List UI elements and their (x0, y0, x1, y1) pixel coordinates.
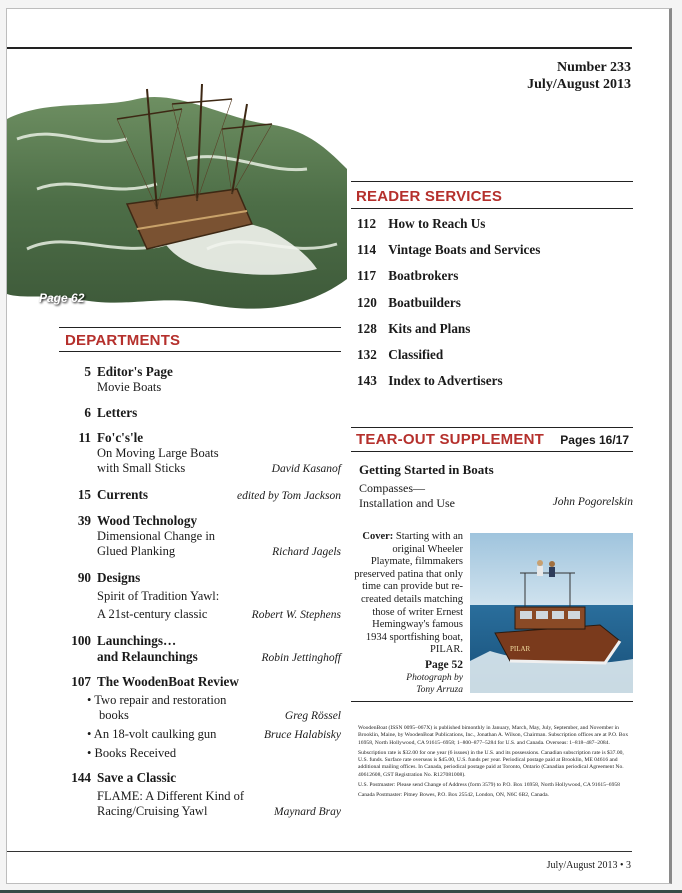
tear-out-line-3-row (359, 496, 633, 511)
dept-entry-launchings[interactable] (65, 633, 341, 665)
list-item[interactable] (351, 294, 633, 320)
tear-out-title: TEAR-OUT SUPPLEMENT (356, 431, 544, 448)
cover-photo (470, 533, 633, 693)
item-label: Boatbuilders (388, 294, 461, 310)
issue-header (527, 59, 631, 93)
entry-number: 144 (71, 770, 91, 785)
entry-subtitle: A 21st-century classic (97, 607, 208, 621)
entry-author: David Kasanof (271, 463, 341, 475)
review-bullet-1-row (99, 708, 341, 724)
tear-out-header (351, 427, 633, 452)
entry-subtitle-row (97, 607, 341, 623)
item-label: Kits and Plans (388, 320, 471, 336)
entry-title: Wood Technology (97, 513, 198, 528)
tear-out-author: John Pogorelskin (552, 496, 633, 508)
reader-services-title: READER SERVICES (351, 181, 633, 209)
entry-number: 39 (77, 513, 91, 528)
item-number: 128 (357, 320, 377, 336)
entry-subtitle: FLAME: A Different Kind of (97, 789, 244, 803)
dept-entry-currents[interactable] (65, 487, 341, 503)
review-bullet-3: • Books Received (87, 746, 177, 760)
item-number: 114 (357, 242, 377, 258)
art-page-tag: Page 62 (39, 291, 85, 305)
item-number: 132 (357, 346, 377, 362)
entry-number: 90 (77, 570, 91, 585)
tear-out-line-3: Installation and Use (359, 496, 455, 510)
entry-number: 15 (77, 487, 91, 502)
item-number: 112 (357, 216, 377, 231)
reader-services (351, 181, 633, 398)
reader-services-list (351, 215, 633, 398)
list-item[interactable] (351, 320, 633, 346)
cover-text: Starting with an original Wheeler Playmate, filmmakers preserved patina that only time can provide but re-created details matching those of writer Ernest Hemingway's famous 1934 sportfishing boat, PILAR. (354, 531, 463, 656)
entry-subtitle: Movie Boats (97, 380, 162, 394)
cover-label: Cover: (362, 531, 394, 542)
cover-credit-1: Photograph by (406, 672, 463, 683)
dept-entry-focsle[interactable] (65, 430, 341, 477)
fineprint-paragraph-2: Subscription rate is $32.00 for one year (6 issues) in the U.S. and its possessions. Canadian subscription rate is $37.00, U.S. funds. Surface rate overseas is $45.00, U.S. funds per year. Periodical postage paid at Brooklin, ME 04616 and additional mailing offices. In Canada, periodical postage paid at Toronto, Ontario (Canadian periodical Agreement No. 40612608, GST Registration No. R127081008). (358, 749, 624, 778)
footer-rule (7, 851, 632, 852)
entry-subtitle: Spirit of Tradition Yawl: (97, 589, 220, 603)
entry-title: Currents (97, 487, 149, 502)
tear-out-line-1[interactable]: Getting Started in Boats (359, 462, 494, 477)
dept-entry-woodenboat-review[interactable] (65, 674, 341, 761)
item-number: 120 (357, 294, 377, 310)
dept-entry-letters[interactable] (65, 405, 341, 421)
item-label: Boatbrokers (388, 268, 459, 284)
cover-page: Page 52 (424, 658, 463, 671)
fineprint-paragraph-3: U.S. Postmaster: Please send Change of Address (form 3579) to P.O. Box 16958, North Hollywood, CA 91615–6958 (358, 782, 620, 789)
list-item[interactable] (351, 215, 633, 241)
issue-date: July/August 2013 (527, 77, 631, 92)
cover-caption (351, 531, 463, 697)
entry-subtitle: On Moving Large Boats (97, 446, 219, 460)
boat-name-label: PILAR (510, 645, 531, 653)
entry-title: Editor's Page (97, 364, 173, 379)
review-bullet-2: • An 18-volt caulking gun (87, 727, 217, 741)
dept-entry-designs[interactable] (65, 570, 341, 623)
entry-author: Richard Jagels (272, 546, 341, 558)
item-number: 143 (357, 373, 377, 389)
review-bullet-1: • Two repair and restoration (87, 693, 227, 707)
dept-entry-wood-technology[interactable] (65, 513, 341, 560)
entry-title: Launchings… (97, 633, 177, 648)
dept-entry-editors-page[interactable] (65, 364, 341, 395)
entry-author: Robert W. Stephens (251, 609, 341, 621)
item-label: Classified (388, 346, 444, 362)
entry-number: 11 (78, 430, 91, 445)
item-label: How to Reach Us (388, 216, 486, 231)
ship-illustration (7, 79, 347, 314)
top-rule (7, 47, 632, 49)
entry-subtitle-row (97, 461, 341, 477)
entry-number: 6 (84, 405, 91, 420)
entry-title: The WoodenBoat Review (97, 674, 239, 689)
issue-number: Number 233 (556, 60, 631, 75)
entry-subtitle-row (97, 804, 341, 820)
fineprint-paragraph-1: WoodenBoat (ISSN 0095–067X) is published bimonthly in January, March, May, July, September, and November in Brooklin, Maine, by WoodenBoat Publications, Inc., Jonathan A. Wilson, Chairman. Subscription offices are at P.O. Box 16958, North Hollywood, CA 91615–6958; 1–800–877–5284 for U.S. and Canada. Overseas: 1–818–487–2084. (358, 725, 629, 746)
entry-subtitle: with Small Sticks (97, 461, 186, 475)
item-label: Index to Advertisers (388, 373, 503, 389)
entry-author: Bruce Halabisky (264, 729, 341, 741)
item-label: Vintage Boats and Services (388, 242, 541, 258)
tear-out-supplement (351, 427, 633, 511)
entry-author: Robin Jettinghoff (261, 652, 341, 664)
entry-title: Letters (97, 405, 138, 420)
publication-fineprint (358, 725, 633, 803)
tear-out-pages: Pages 16/17 (560, 433, 629, 447)
departments (59, 327, 341, 820)
review-bullet-2-row (87, 727, 341, 743)
cover-credit-2: Tony Arruza (416, 685, 463, 696)
departments-title: DEPARTMENTS (59, 327, 341, 352)
entry-author: Maynard Bray (274, 806, 341, 818)
entry-subtitle: Racing/Cruising Yawl (97, 804, 208, 818)
entry-number: 107 (71, 674, 91, 689)
review-bullet-1-cont: books (99, 708, 129, 722)
entry-author: Greg Rössel (284, 710, 341, 722)
entry-subtitle: Dimensional Change in (97, 529, 216, 543)
entry-title: Save a Classic (97, 770, 177, 785)
entry-title: Designs (97, 570, 141, 585)
list-item[interactable] (351, 346, 633, 372)
entry-title: and Relaunchings (97, 649, 198, 664)
fineprint-rule (351, 701, 633, 702)
dept-entry-save-a-classic[interactable] (65, 770, 341, 820)
fineprint-paragraph-4: Canada Postmaster: Pitney Bowes, P.O. Box 25542, London, ON, N6C 6B2, Canada. (358, 792, 549, 799)
list-item[interactable] (351, 267, 633, 293)
magazine-page (6, 8, 672, 884)
list-item[interactable] (351, 241, 633, 267)
list-item[interactable] (351, 372, 633, 398)
item-number: 117 (357, 268, 377, 284)
entry-author: edited by Tom Jackson (236, 490, 341, 502)
entry-subtitle: Glued Planking (97, 544, 176, 558)
tear-out-line-2: Compasses— (359, 481, 425, 495)
entry-subtitle-row (97, 544, 341, 560)
entry-number: 5 (84, 364, 91, 379)
page-footer: July/August 2013 • 3 (546, 860, 631, 871)
entry-title: Fo'c's'le (97, 430, 144, 445)
entry-number: 100 (71, 633, 91, 648)
